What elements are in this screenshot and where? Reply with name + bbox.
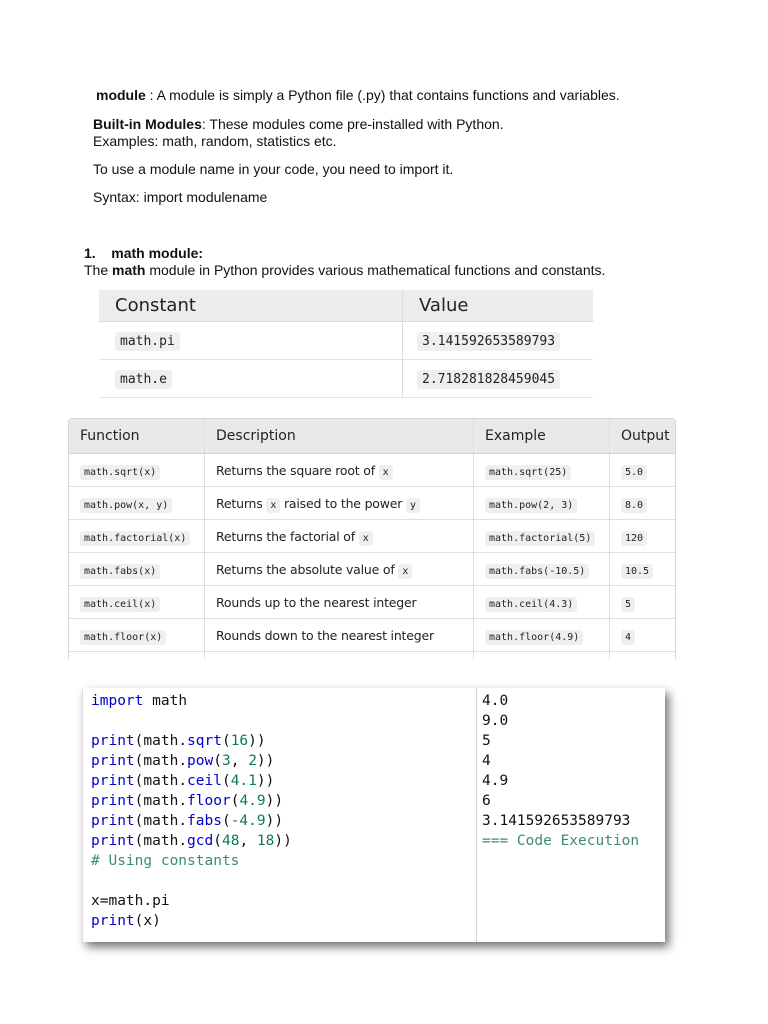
constant-name: math.pi xyxy=(115,332,180,351)
empty-cell xyxy=(205,652,474,660)
code-line: # Using constants xyxy=(91,853,240,869)
section-heading xyxy=(84,245,203,262)
code-line: print(math.pow(3, 2)) xyxy=(91,753,275,769)
description-text: raised to the power xyxy=(280,495,406,511)
output-line: 5 xyxy=(482,733,491,749)
constant-cell xyxy=(99,322,403,360)
output-line: 3.141592653589793 xyxy=(482,813,631,829)
desc-post: module in Python provides various mathematical functions and constants. xyxy=(145,262,606,278)
description-code: x xyxy=(359,531,373,546)
empty-cell xyxy=(610,652,676,660)
description-code: x xyxy=(398,564,412,579)
code-line: print(math.fabs(-4.9)) xyxy=(91,813,284,829)
section-number: 1. xyxy=(84,245,96,261)
description-code: x xyxy=(379,465,393,480)
table-row xyxy=(69,487,675,520)
function-signature: math.sqrt(x) xyxy=(80,465,160,480)
example-cell xyxy=(474,520,610,553)
description-text: Returns xyxy=(216,495,267,511)
description-text: Rounds down to the nearest integer xyxy=(216,627,434,643)
output-value: 5.0 xyxy=(621,465,647,480)
description-code: y xyxy=(406,498,420,513)
code-screenshot xyxy=(82,688,665,942)
output-line: 6 xyxy=(482,793,491,809)
output-cell xyxy=(610,520,676,553)
code-line: print(math.floor(4.9)) xyxy=(91,793,284,809)
code-line: print(math.sqrt(16)) xyxy=(91,733,266,749)
table-row xyxy=(69,586,675,619)
description-cell xyxy=(205,619,474,652)
function-cell xyxy=(69,619,205,652)
example-cell xyxy=(474,553,610,586)
example-code: math.pow(2, 3) xyxy=(485,498,577,513)
example-code: math.ceil(4.3) xyxy=(485,597,577,612)
header-function: Function xyxy=(69,419,205,454)
output-value: 4 xyxy=(621,630,635,645)
output-value: 8.0 xyxy=(621,498,647,513)
description-text: Rounds up to the nearest integer xyxy=(216,594,417,610)
function-signature: math.ceil(x) xyxy=(80,597,160,612)
table-row xyxy=(69,520,675,553)
example-cell xyxy=(474,619,610,652)
function-cell xyxy=(69,454,205,487)
output-cell xyxy=(610,586,676,619)
header-example: Example xyxy=(474,419,610,454)
builtin-def-text: : These modules come pre-installed with Python. xyxy=(201,116,504,132)
code-output-divider xyxy=(476,688,477,942)
example-code: math.factorial(5) xyxy=(485,531,595,546)
example-cell xyxy=(474,586,610,619)
code-line: print(math.ceil(4.1)) xyxy=(91,773,275,789)
code-line: print(x) xyxy=(91,913,161,929)
description-cell xyxy=(205,454,474,487)
example-cell xyxy=(474,487,610,520)
example-code: math.floor(4.9) xyxy=(485,630,583,645)
example-cell xyxy=(474,454,610,487)
example-code: math.sqrt(25) xyxy=(485,465,571,480)
description-code: x xyxy=(266,498,280,513)
constant-value: 2.718281828459045 xyxy=(417,370,560,389)
function-cell xyxy=(69,586,205,619)
table-row xyxy=(99,360,593,398)
table-row xyxy=(99,322,593,360)
table-row xyxy=(69,454,675,487)
functions-header-row xyxy=(69,419,675,454)
output-value: 120 xyxy=(621,531,647,546)
empty-cell xyxy=(69,652,205,660)
output-line: 4.0 xyxy=(482,693,509,709)
description-text: Returns the absolute value of xyxy=(216,561,399,577)
description-text: Returns the square root of xyxy=(216,462,379,478)
description-cell xyxy=(205,553,474,586)
table-row xyxy=(69,619,675,652)
section-title: math module: xyxy=(111,245,204,261)
description-text: Returns the factorial of xyxy=(216,528,359,544)
output-line: === Code Execution xyxy=(482,833,640,849)
output-line: 4.9 xyxy=(482,773,509,789)
functions-table-container xyxy=(68,418,676,659)
module-definition xyxy=(96,87,620,104)
code-line: import math xyxy=(91,693,188,709)
function-cell xyxy=(69,520,205,553)
output-cell xyxy=(610,454,676,487)
constant-name: math.e xyxy=(115,370,172,389)
function-signature: math.pow(x, y) xyxy=(80,498,172,513)
functions-table xyxy=(69,419,675,659)
table-row xyxy=(69,652,675,660)
examples-line: Examples: math, random, statistics etc. xyxy=(93,133,337,149)
example-code: math.fabs(-10.5) xyxy=(485,564,589,579)
import-note: To use a module name in your code, you need to import it. xyxy=(93,161,454,177)
section-description xyxy=(84,262,605,279)
value-cell xyxy=(403,322,594,360)
table-row xyxy=(69,553,675,586)
description-cell xyxy=(205,586,474,619)
output-cell xyxy=(610,487,676,520)
output-value: 5 xyxy=(621,597,635,612)
empty-cell xyxy=(474,652,610,660)
constants-header-row xyxy=(99,290,593,322)
desc-pre: The xyxy=(84,262,113,278)
constants-table xyxy=(99,290,593,398)
description-cell xyxy=(205,520,474,553)
constant-value: 3.141592653589793 xyxy=(417,332,560,351)
desc-bold: math xyxy=(112,262,146,278)
value-cell xyxy=(403,360,594,398)
module-def-text: : A module is simply a Python file (.py) that contains functions and variables. xyxy=(145,87,620,103)
function-signature: math.floor(x) xyxy=(80,630,166,645)
output-cell xyxy=(610,619,676,652)
function-signature: math.fabs(x) xyxy=(80,564,160,579)
module-term: module xyxy=(96,87,146,103)
code-line: x=math.pi xyxy=(91,893,170,909)
builtin-term: Built-in Modules xyxy=(93,116,202,132)
constants-header-value: Value xyxy=(403,290,594,322)
header-description: Description xyxy=(205,419,474,454)
code-line: print(math.gcd(48, 18)) xyxy=(91,833,292,849)
output-line: 9.0 xyxy=(482,713,509,729)
function-signature: math.factorial(x) xyxy=(80,531,190,546)
output-value: 10.5 xyxy=(621,564,653,579)
description-cell xyxy=(205,487,474,520)
constants-header-constant: Constant xyxy=(99,290,403,322)
output-cell xyxy=(610,553,676,586)
functions-table-body xyxy=(69,454,675,660)
output-line: 4 xyxy=(482,753,491,769)
function-cell xyxy=(69,553,205,586)
function-cell xyxy=(69,487,205,520)
constant-cell xyxy=(99,360,403,398)
builtin-definition xyxy=(93,116,504,133)
syntax-line: Syntax: import modulename xyxy=(93,189,268,205)
header-output: Output xyxy=(610,419,676,454)
